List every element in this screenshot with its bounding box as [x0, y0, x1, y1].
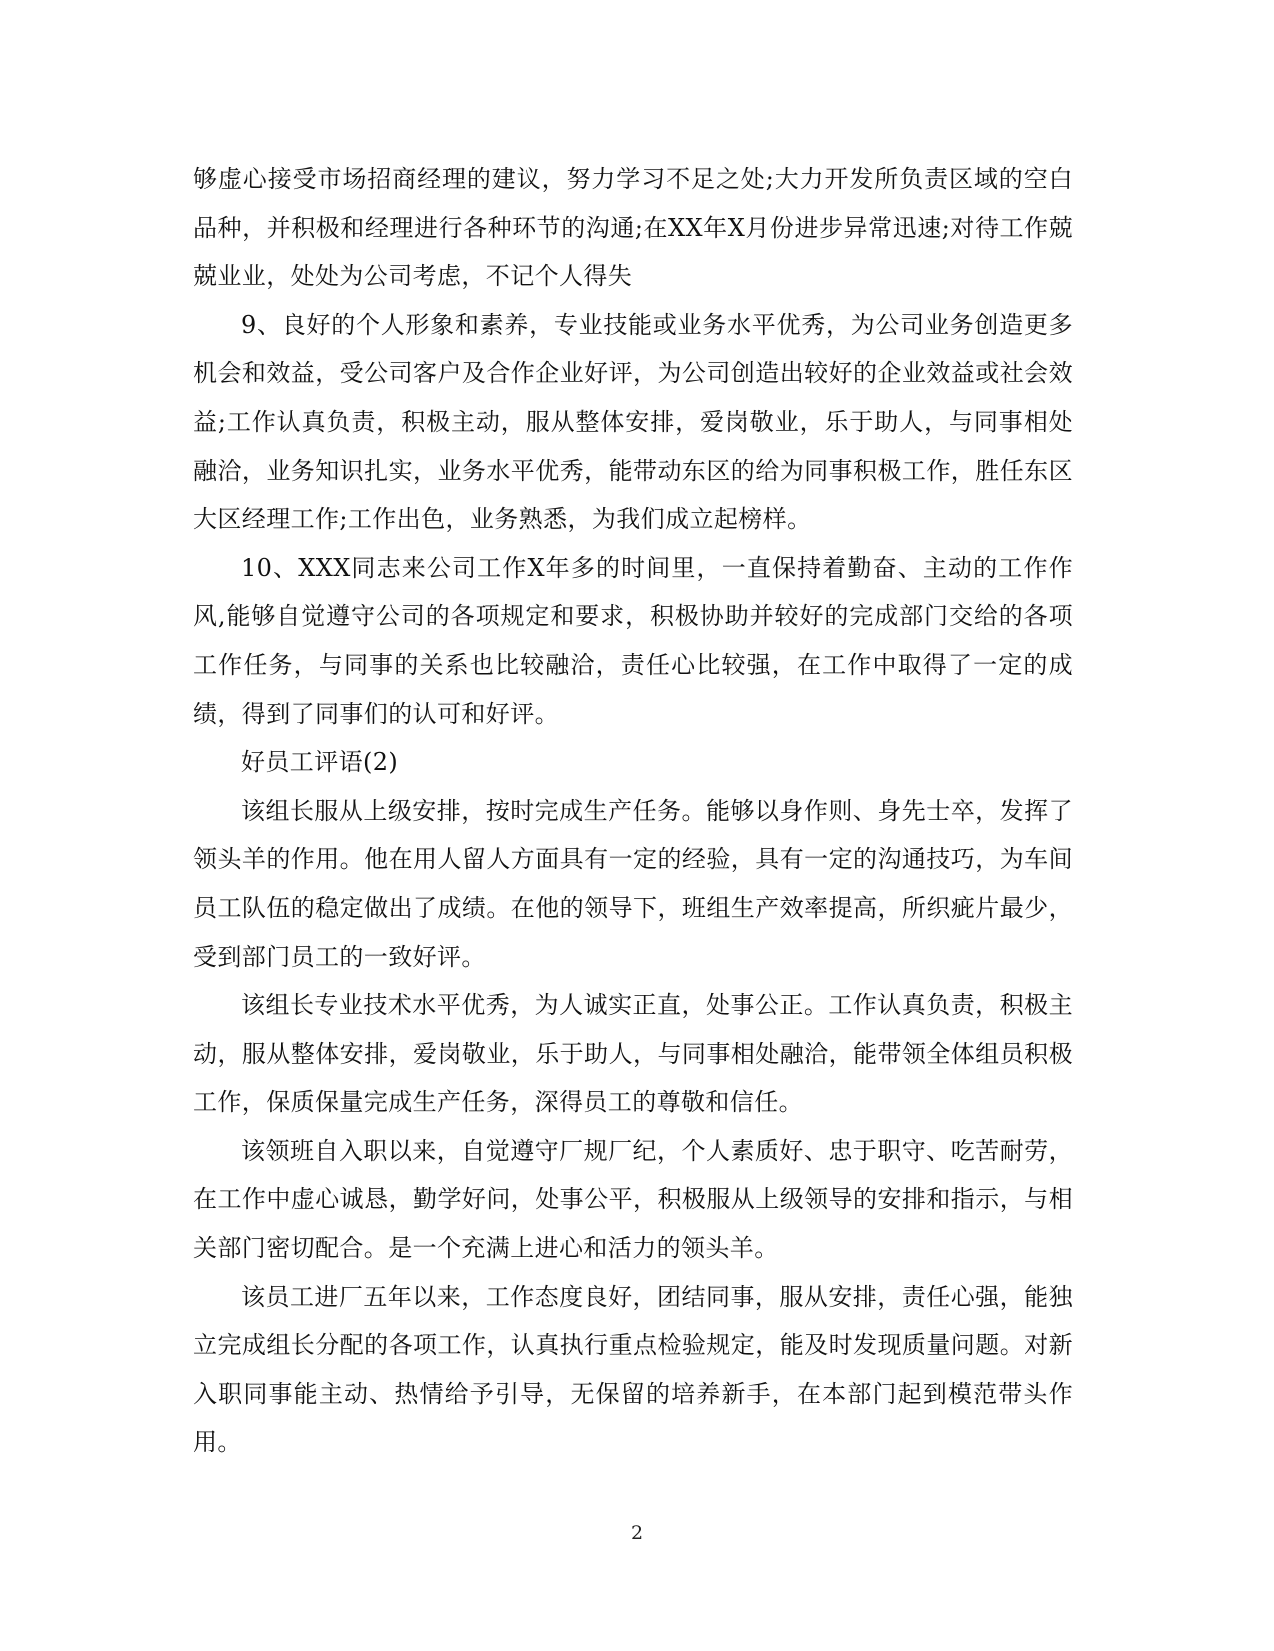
paragraph-group-leader-2: 该组长专业技术水平优秀，为人诚实正直，处事公正。工作认真负责，积极主动，服从整体安排，爱岗敬业，乐于助人，与同事相处融洽，能带领全体组员积极工作，保质保量完成生产任务，深得员工的尊敬和信任。 — [193, 991, 1073, 1117]
document-body — [193, 155, 1073, 1467]
paragraph-item-9: 9、良好的个人形象和素养，专业技能或业务水平优秀，为公司业务创造更多机会和效益，受公司客户及合作企业好评，为公司创造出较好的企业效益或社会效益;工作认真负责，积极主动，服从整体安排，爱岗敬业，乐于助人，与同事相处融洽，业务知识扎实，业务水平优秀，能带动东区的给为同事积极工作，胜任东区大区经理工作;工作出色，业务熟悉，为我们成立起榜样。 — [193, 310, 1073, 534]
page-number: 2 — [630, 1522, 644, 1544]
paragraph-item-10: 10、XXX同志来公司工作X年多的时间里，一直保持着勤奋、主动的工作作风,能够自觉遵守公司的各项规定和要求，积极协助并较好的完成部门交给的各项工作任务，与同事的关系也比较融洽，责任心比较强，在工作中取得了一定的成绩，得到了同事们的认可和好评。 — [193, 553, 1073, 728]
paragraph-group-leader-1: 该组长服从上级安排，按时完成生产任务。能够以身作则、身先士卒，发挥了领头羊的作用。他在用人留人方面具有一定的经验，具有一定的沟通技巧，为车间员工队伍的稳定做出了成绩。在他的领导下，班组生产效率提高，所织疵片最少，受到部门员工的一致好评。 — [193, 796, 1073, 971]
paragraph-continuation: 够虚心接受市场招商经理的建议，努力学习不足之处;大力开发所负责区域的空白品种，并积极和经理进行各种环节的沟通;在XX年X月份进步异常迅速;对待工作兢兢业业，处处为公司考虑，不记个人得失 — [193, 165, 1073, 291]
section-heading: 好员工评语(2) — [241, 748, 399, 777]
paragraph-employee: 该员工进厂五年以来，工作态度良好，团结同事，服从安排，责任心强，能独立完成组长分配的各项工作，认真执行重点检验规定，能及时发现质量问题。对新入职同事能主动、热情给予引导，无保留的培养新手，在本部门起到模范带头作用。 — [193, 1282, 1073, 1457]
paragraph-foreman: 该领班自入职以来，自觉遵守厂规厂纪，个人素质好、忠于职守、吃苦耐劳，在工作中虚心诚恳，勤学好问，处事公平，积极服从上级领导的安排和指示，与相关部门密切配合。是一个充满上进心和活力的领头羊。 — [193, 1136, 1073, 1263]
